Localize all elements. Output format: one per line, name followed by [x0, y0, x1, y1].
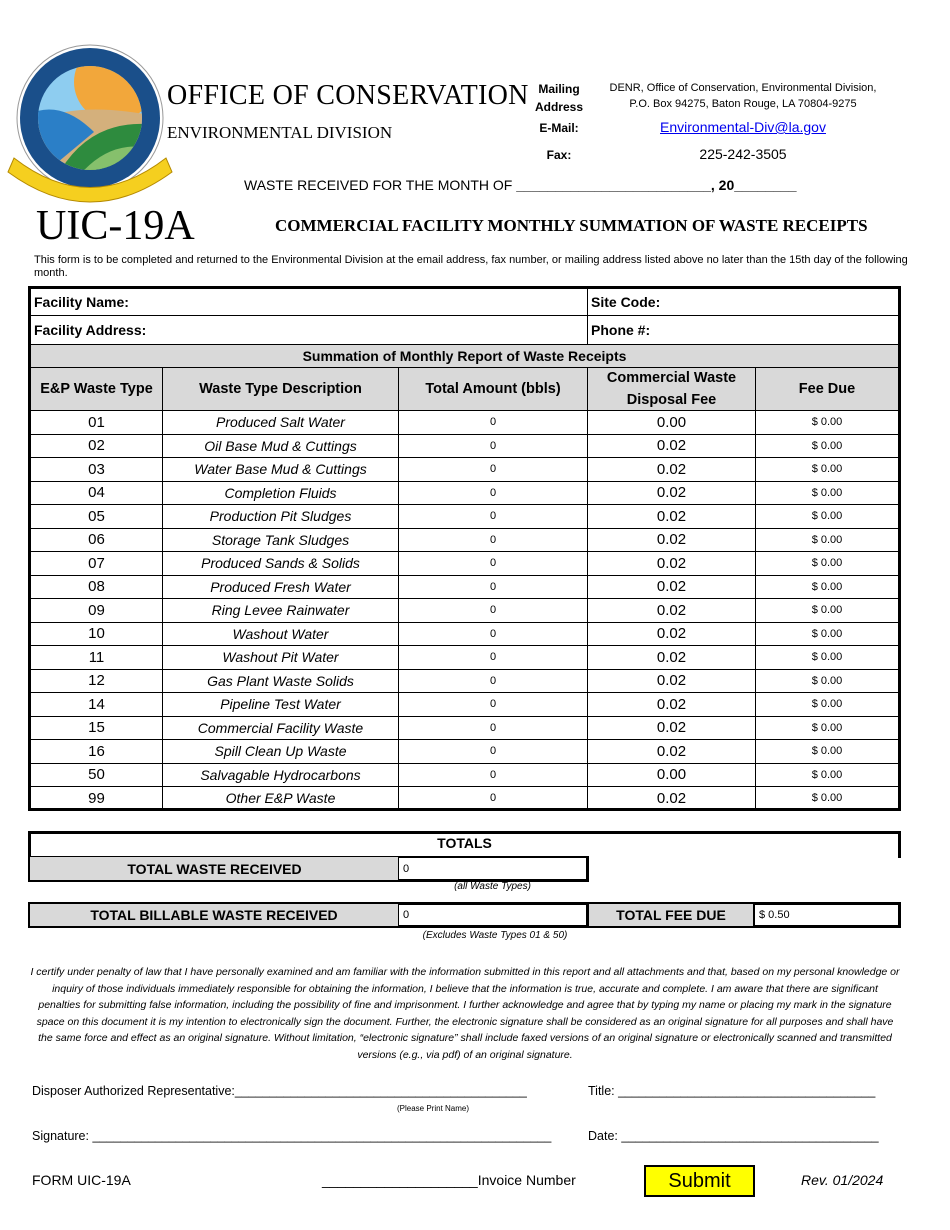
- waste-description: Water Base Mud & Cuttings: [162, 457, 399, 482]
- mailing-label-1: Mailing: [538, 82, 580, 96]
- office-title: OFFICE OF CONSERVATION: [167, 80, 529, 111]
- signature-label: Signature:: [32, 1129, 89, 1143]
- waste-type-code: 04: [30, 481, 163, 506]
- waste-description: Pipeline Test Water: [162, 692, 399, 717]
- fee-due: $ 0.00: [755, 598, 899, 623]
- print-name-note: (Please Print Name): [397, 1104, 470, 1113]
- total-waste-label: TOTAL WASTE RECEIVED: [30, 857, 399, 880]
- disposal-fee: 0.02: [587, 786, 756, 811]
- fee-due: $ 0.00: [755, 786, 899, 811]
- facility-name-field[interactable]: [30, 288, 588, 316]
- waste-description: Produced Sands & Solids: [162, 551, 399, 576]
- representative-blank: __________________________________________: [234, 1084, 527, 1098]
- total-waste-note: (all Waste Types): [454, 881, 531, 892]
- disposal-fee: 0.00: [587, 410, 756, 435]
- mailing-label: [529, 80, 589, 116]
- total-waste-value[interactable]: 0: [398, 857, 587, 880]
- facility-address-label: Facility Address:: [34, 322, 147, 338]
- date-field[interactable]: [588, 1129, 879, 1143]
- disposal-fee: 0.02: [587, 622, 756, 647]
- waste-description: Washout Pit Water: [162, 645, 399, 670]
- waste-description: Completion Fluids: [162, 481, 399, 506]
- disposal-fee: 0.02: [587, 575, 756, 600]
- col-waste-type-header: E&P Waste Type: [30, 367, 163, 411]
- revision: Rev. 01/2024: [801, 1172, 884, 1188]
- phone-field[interactable]: [587, 315, 899, 345]
- fee-due: $ 0.00: [755, 457, 899, 482]
- disposal-fee: 0.02: [587, 551, 756, 576]
- total-amount-input[interactable]: 0: [398, 739, 588, 764]
- disposal-fee: 0.02: [587, 669, 756, 694]
- form-label: FORM UIC-19A: [32, 1172, 131, 1188]
- month-label: WASTE RECEIVED FOR THE MONTH OF: [244, 177, 513, 193]
- invoice-label: Invoice Number: [477, 1172, 576, 1188]
- waste-type-code: 99: [30, 786, 163, 811]
- fee-due: $ 0.00: [755, 504, 899, 529]
- fax-number: 225-242-3505: [699, 146, 787, 162]
- facility-name-label: Facility Name:: [34, 294, 129, 310]
- certification-text: I certify under penalty of law that I have personally examined and am familiar with the information submitted in this report and all attachments and that, based on my personal knowledge or inquiry of those individuals immediately responsible for obtaining the information, I believe that the information is true, accurate and complete. I am aware that there are significant penalties for submitting false information, including the possibility of fine and imprisonment. I further acknowledge and agree that by typing my name or placing my mark in the signature space on this document it is my intention to electronically sign the document. Further, the electronic signature shall be considered as an original signature for all purposes and shall have the same force and effect as an original signature. Without limitation, “electronic signature” shall include faxed versions of an original signature or electronically scanned and transmitted versions (e.g., via pdf) of an original signature.: [30, 966, 900, 1061]
- fee-due: $ 0.00: [755, 551, 899, 576]
- fee-due: $ 0.00: [755, 575, 899, 600]
- waste-type-code: 11: [30, 645, 163, 670]
- waste-description: Gas Plant Waste Solids: [162, 669, 399, 694]
- waste-type-code: 14: [30, 692, 163, 717]
- total-amount-input[interactable]: 0: [398, 528, 588, 553]
- billable-value[interactable]: 0: [398, 904, 587, 926]
- total-amount-input[interactable]: 0: [398, 434, 588, 459]
- waste-type-code: 08: [30, 575, 163, 600]
- disposal-fee: 0.02: [587, 645, 756, 670]
- title-blank: _____________________________________: [618, 1084, 876, 1098]
- waste-description: Spill Clean Up Waste: [162, 739, 399, 764]
- date-label: Date:: [588, 1129, 618, 1143]
- total-amount-input[interactable]: 0: [398, 669, 588, 694]
- email-label: E-Mail:: [539, 121, 579, 135]
- fee-due: $ 0.00: [755, 739, 899, 764]
- waste-type-code: 10: [30, 622, 163, 647]
- col-description-header: Waste Type Description: [162, 367, 399, 411]
- total-amount-input[interactable]: 0: [398, 622, 588, 647]
- disposal-fee: 0.02: [587, 692, 756, 717]
- total-amount-input[interactable]: 0: [398, 575, 588, 600]
- waste-description: Oil Base Mud & Cuttings: [162, 434, 399, 459]
- fee-due: $ 0.00: [755, 763, 899, 788]
- waste-type-code: 07: [30, 551, 163, 576]
- billable-label: TOTAL BILLABLE WASTE RECEIVED: [30, 904, 398, 926]
- col-total-amount-header: Total Amount (bbls): [398, 367, 588, 411]
- office-of-conservation-seal: [4, 42, 176, 206]
- total-amount-input[interactable]: 0: [398, 457, 588, 482]
- waste-type-code: 05: [30, 504, 163, 529]
- waste-type-code: 06: [30, 528, 163, 553]
- date-blank: _____________________________________: [621, 1129, 879, 1143]
- phone-label: Phone #:: [591, 322, 651, 338]
- waste-description: Produced Salt Water: [162, 410, 399, 435]
- fee-due-value[interactable]: $ 0.50: [759, 909, 790, 921]
- fee-due: $ 0.00: [755, 481, 899, 506]
- fee-due: $ 0.00: [755, 645, 899, 670]
- fee-due: $ 0.00: [755, 716, 899, 741]
- fax-label: Fax:: [546, 148, 572, 162]
- fee-due: $ 0.00: [755, 692, 899, 717]
- representative-field[interactable]: [32, 1084, 527, 1098]
- col-fee-due-header: Fee Due: [755, 367, 899, 411]
- form-title: COMMERCIAL FACILITY MONTHLY SUMMATION OF WASTE RECEIPTS: [275, 216, 868, 235]
- invoice-field[interactable]: [322, 1172, 576, 1188]
- total-amount-input[interactable]: 0: [398, 692, 588, 717]
- waste-description: Salvagable Hydrocarbons: [162, 763, 399, 788]
- instructions: This form is to be completed and returned to the Environmental Division at the email address, fax number, or mailing address listed above no later than the 15th day of the following month.: [34, 254, 908, 279]
- facility-address-field[interactable]: [30, 315, 588, 345]
- signature-field[interactable]: [32, 1129, 551, 1143]
- waste-type-code: 03: [30, 457, 163, 482]
- month-input[interactable]: _________________________, 20________: [516, 177, 797, 193]
- col-disposal-fee-header: Commercial Waste Disposal Fee: [587, 367, 756, 411]
- submit-button[interactable]: Submit: [644, 1165, 755, 1197]
- total-amount-input[interactable]: 0: [398, 551, 588, 576]
- billable-note: (Excludes Waste Types 01 & 50): [422, 930, 568, 941]
- waste-type-code: 15: [30, 716, 163, 741]
- disposal-fee: 0.02: [587, 434, 756, 459]
- email-link[interactable]: Environmental-Div@la.gov: [660, 119, 826, 135]
- representative-label: Disposer Authorized Representative:: [32, 1084, 235, 1098]
- total-amount-input[interactable]: 0: [398, 410, 588, 435]
- disposal-fee: 0.02: [587, 739, 756, 764]
- invoice-blank: ____________________: [322, 1172, 478, 1188]
- fee-due: $ 0.00: [755, 434, 899, 459]
- division-title: ENVIRONMENTAL DIVISION: [167, 123, 393, 142]
- waste-description: Ring Levee Rainwater: [162, 598, 399, 623]
- mailing-address: [593, 80, 893, 112]
- fee-due: $ 0.00: [755, 528, 899, 553]
- total-amount-input[interactable]: 0: [398, 481, 588, 506]
- total-amount-input[interactable]: 0: [398, 786, 588, 811]
- total-amount-input[interactable]: 0: [398, 716, 588, 741]
- waste-description: Production Pit Sludges: [162, 504, 399, 529]
- waste-type-code: 12: [30, 669, 163, 694]
- waste-description: Commercial Facility Waste: [162, 716, 399, 741]
- total-amount-input[interactable]: 0: [398, 763, 588, 788]
- waste-description: Washout Water: [162, 622, 399, 647]
- waste-type-code: 50: [30, 763, 163, 788]
- total-amount-input[interactable]: 0: [398, 645, 588, 670]
- waste-type-code: 16: [30, 739, 163, 764]
- total-amount-input[interactable]: 0: [398, 504, 588, 529]
- waste-description: Storage Tank Sludges: [162, 528, 399, 553]
- disposal-fee: 0.02: [587, 598, 756, 623]
- site-code-label: Site Code:: [591, 294, 661, 310]
- disposal-fee: 0.02: [587, 457, 756, 482]
- mailing-label-2: Address: [534, 100, 584, 114]
- total-amount-input[interactable]: 0: [398, 598, 588, 623]
- mailing-line-2: P.O. Box 94275, Baton Rouge, LA 70804-9275: [629, 98, 857, 110]
- signature-blank: __________________________________________________________________: [92, 1129, 552, 1143]
- waste-type-code: 01: [30, 410, 163, 435]
- waste-type-code: 09: [30, 598, 163, 623]
- site-code-field[interactable]: [587, 288, 899, 316]
- disposal-fee: 0.02: [587, 716, 756, 741]
- month-line: [244, 177, 797, 193]
- disposal-fee: 0.02: [587, 481, 756, 506]
- totals-title: TOTALS: [437, 835, 492, 851]
- waste-type-code: 02: [30, 434, 163, 459]
- disposal-fee: 0.02: [587, 528, 756, 553]
- waste-description: Produced Fresh Water: [162, 575, 399, 600]
- fee-due: $ 0.00: [755, 622, 899, 647]
- waste-description: Other E&P Waste: [162, 786, 399, 811]
- mailing-line-1: DENR, Office of Conservation, Environmental Division,: [609, 82, 877, 94]
- form-code: UIC-19A: [36, 203, 195, 249]
- title-field[interactable]: [588, 1084, 875, 1098]
- fee-due: $ 0.00: [755, 410, 899, 435]
- title-label: Title:: [588, 1084, 615, 1098]
- fee-due-label: TOTAL FEE DUE: [587, 904, 755, 926]
- fee-due: $ 0.00: [755, 669, 899, 694]
- disposal-fee: 0.00: [587, 763, 756, 788]
- disposal-fee: 0.02: [587, 504, 756, 529]
- table-title: Summation of Monthly Report of Waste Receipts: [30, 344, 899, 368]
